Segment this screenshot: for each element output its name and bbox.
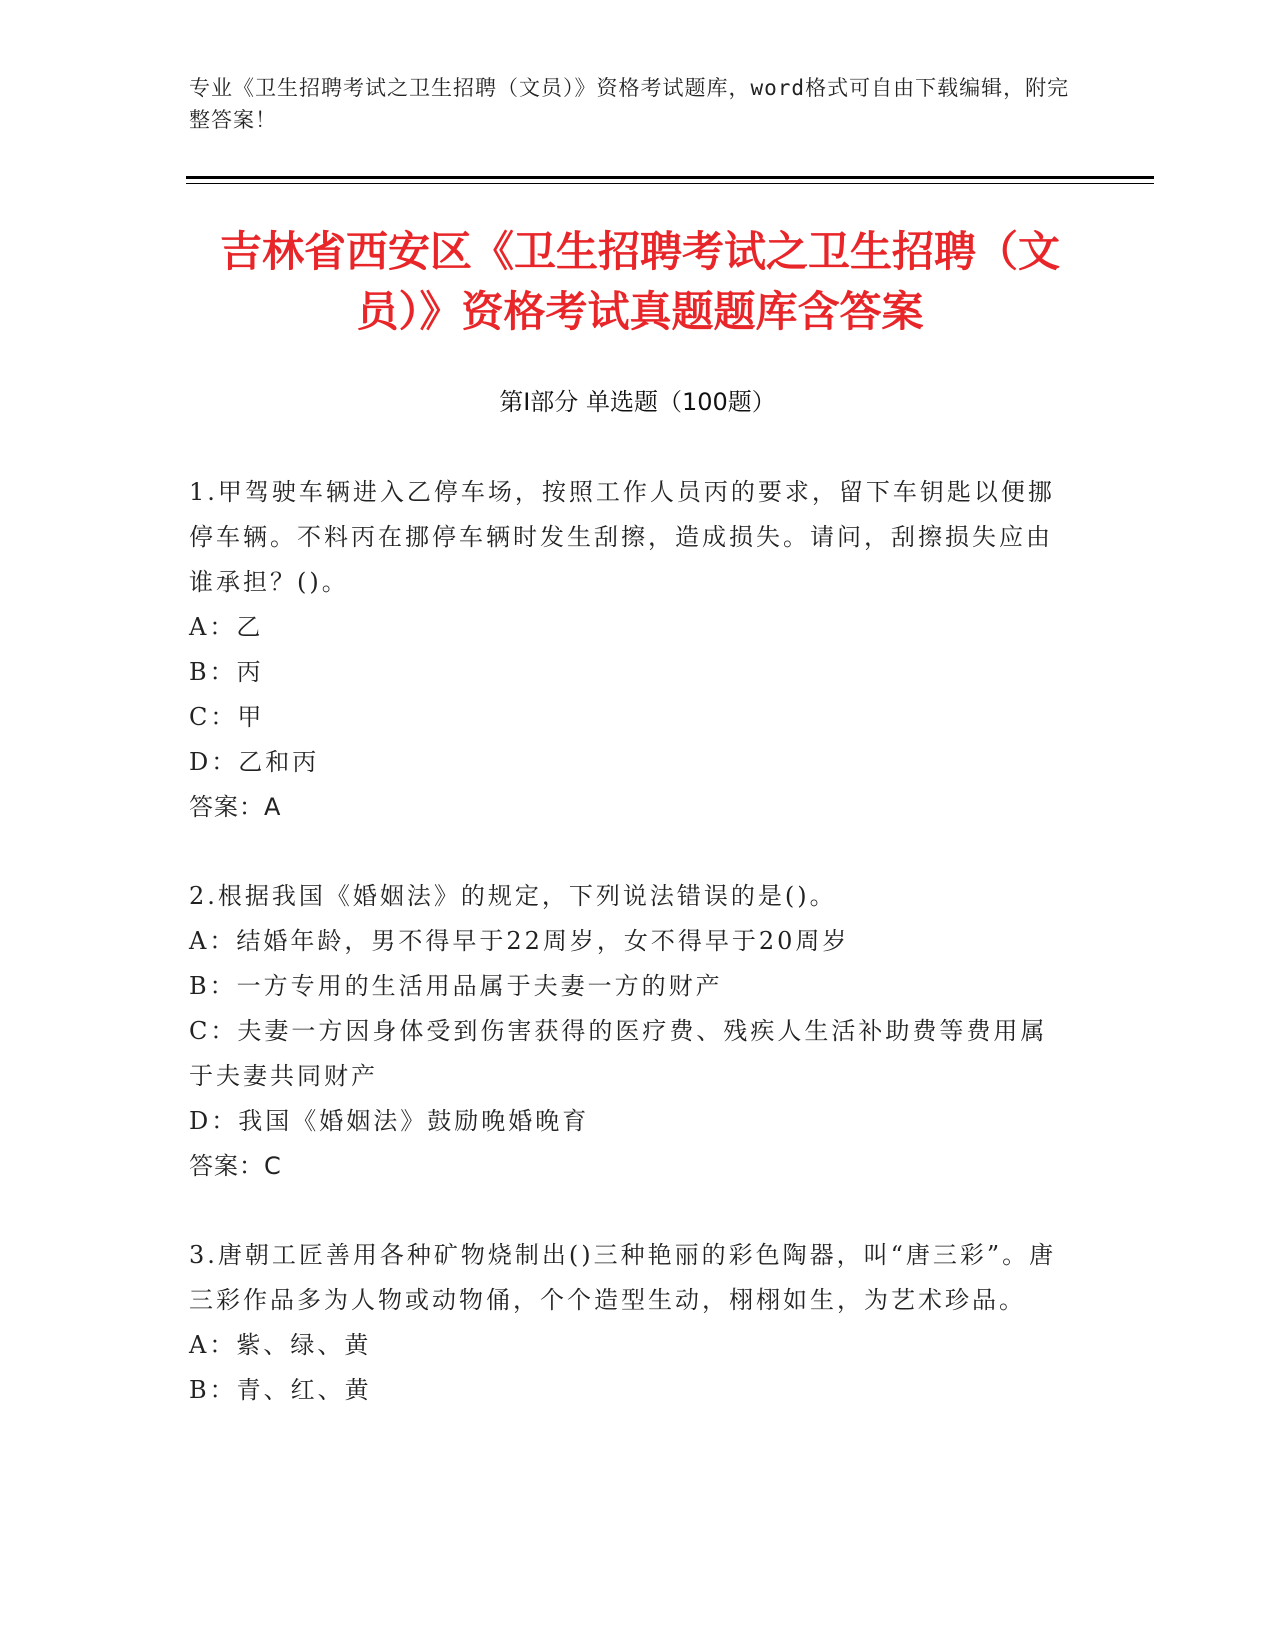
question-stem: 2.根据我国《婚姻法》的规定，下列说法错误的是()。 — [189, 882, 837, 910]
answer-line: 答案：C — [189, 1152, 282, 1180]
question-2 — [189, 874, 1069, 1189]
option-d: D：乙和丙 — [189, 748, 320, 776]
question-list — [189, 470, 1069, 1457]
section-heading: 第Ⅰ部分 单选题（100题） — [499, 388, 776, 416]
option-a: A：乙 — [189, 613, 264, 641]
question-3 — [189, 1233, 1069, 1413]
document-title: 吉林省西安区《卫生招聘考试之卫生招聘（文员）》资格考试真题题库含答案 — [219, 227, 1060, 336]
option-c: C：甲 — [189, 703, 265, 731]
question-stem: 1.甲驾驶车辆进入乙停车场，按照工作人员丙的要求，留下车钥匙以便挪停车辆。不料丙在挪停车辆时发生刮擦，造成损失。请问，刮擦损失应由谁承担？()。 — [189, 478, 1055, 596]
option-d: D：我国《婚姻法》鼓励晚婚晚育 — [189, 1107, 590, 1135]
option-a: A：紫、绿、黄 — [189, 1331, 372, 1359]
header-rule-thick — [186, 176, 1154, 179]
option-b: B：丙 — [189, 658, 264, 686]
option-c: C：夫妻一方因身体受到伤害获得的医疗费、残疾人生活补助费等费用属于夫妻共同财产 — [189, 1017, 1048, 1090]
question-stem: 3.唐朝工匠善用各种矿物烧制出()三种艳丽的彩色陶器，叫“唐三彩”。唐三彩作品多为人物或动物俑，个个造型生动，栩栩如生，为艺术珍品。 — [189, 1241, 1057, 1314]
option-a: A：结婚年龄，男不得早于22周岁，女不得早于20周岁 — [189, 927, 850, 955]
header-note: 专业《卫生招聘考试之卫生招聘（文员）》资格考试题库，word格式可自由下载编辑，附完整答案！ — [189, 76, 1070, 132]
option-b: B：一方专用的生活用品属于夫妻一方的财产 — [189, 972, 723, 1000]
header-rule-thin — [186, 183, 1154, 184]
question-1 — [189, 470, 1069, 830]
option-b: B：青、红、黄 — [189, 1376, 372, 1404]
answer-line: 答案：A — [189, 793, 282, 821]
